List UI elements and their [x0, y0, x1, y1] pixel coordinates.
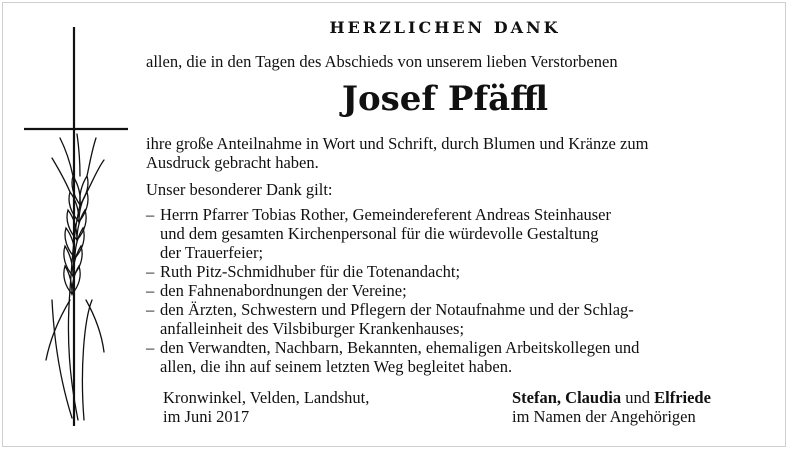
heading: HERZLICHEN DANK — [329, 18, 561, 37]
place-text: Kronwinkel, Velden, Landshut, — [163, 388, 370, 407]
date-text: im Juni 2017 — [163, 407, 250, 426]
signers-note: im Namen der Angehörigen — [512, 407, 696, 426]
list-item — [146, 338, 639, 376]
signers-line — [512, 388, 711, 407]
signer-separator: , — [556, 388, 566, 407]
deceased-name: Josef Pfäffl — [341, 79, 549, 119]
list-dash: – — [146, 338, 155, 357]
list-item — [146, 205, 639, 262]
signer-name: Stefan — [512, 388, 557, 407]
list-item-line: den Verwandten, Nachbarn, Bekannten, ehemaligen Arbeitskollegen und — [160, 338, 640, 357]
signer-name: Claudia — [565, 388, 622, 407]
thanks-text-line-2: Ausdruck gebracht haben. — [146, 153, 319, 172]
list-item-line: der Trauerfeier; — [160, 243, 264, 262]
list-item-line: den Fahnenabordnungen der Vereine; — [160, 281, 407, 300]
list-item-line: anfalleinheit des Vilsbiburger Krankenhauses; — [160, 319, 465, 338]
list-item-line: und dem gesamten Kirchenpersonal für die würdevolle Gestaltung — [160, 224, 599, 243]
list-item-line: allen, die ihn auf seinem letzten Weg begleitet haben. — [160, 357, 513, 376]
list-item-line: Ruth Pitz-Schmidhuber für die Totenandacht; — [160, 262, 461, 281]
signature-block — [512, 388, 711, 426]
intro-text: allen, die in den Tagen des Abschieds von unserem lieben Verstorbenen — [146, 52, 618, 71]
list-item-line: den Ärzten, Schwestern und Pflegern der Notaufnahme und der Schlag- — [160, 300, 634, 319]
thanks-list — [146, 205, 639, 376]
signer-conjunction: und — [621, 388, 655, 407]
list-item — [146, 281, 639, 300]
list-item — [146, 300, 639, 338]
list-dash: – — [146, 205, 155, 224]
list-dash: – — [146, 300, 155, 319]
special-thanks-label: Unser besonderer Dank gilt: — [146, 180, 333, 199]
thanks-text-line-1: ihre große Anteilnahme in Wort und Schrift, durch Blumen und Kränze zum — [146, 134, 649, 153]
list-dash: – — [146, 262, 155, 281]
list-item-line: Herrn Pfarrer Tobias Rother, Gemeindereferent Andreas Steinhauser — [160, 205, 612, 224]
place-date-block — [163, 388, 369, 426]
list-item — [146, 262, 639, 281]
list-dash: – — [146, 281, 155, 300]
signer-name: Elfriede — [654, 388, 711, 407]
cross-wheat-illustration — [0, 0, 140, 451]
